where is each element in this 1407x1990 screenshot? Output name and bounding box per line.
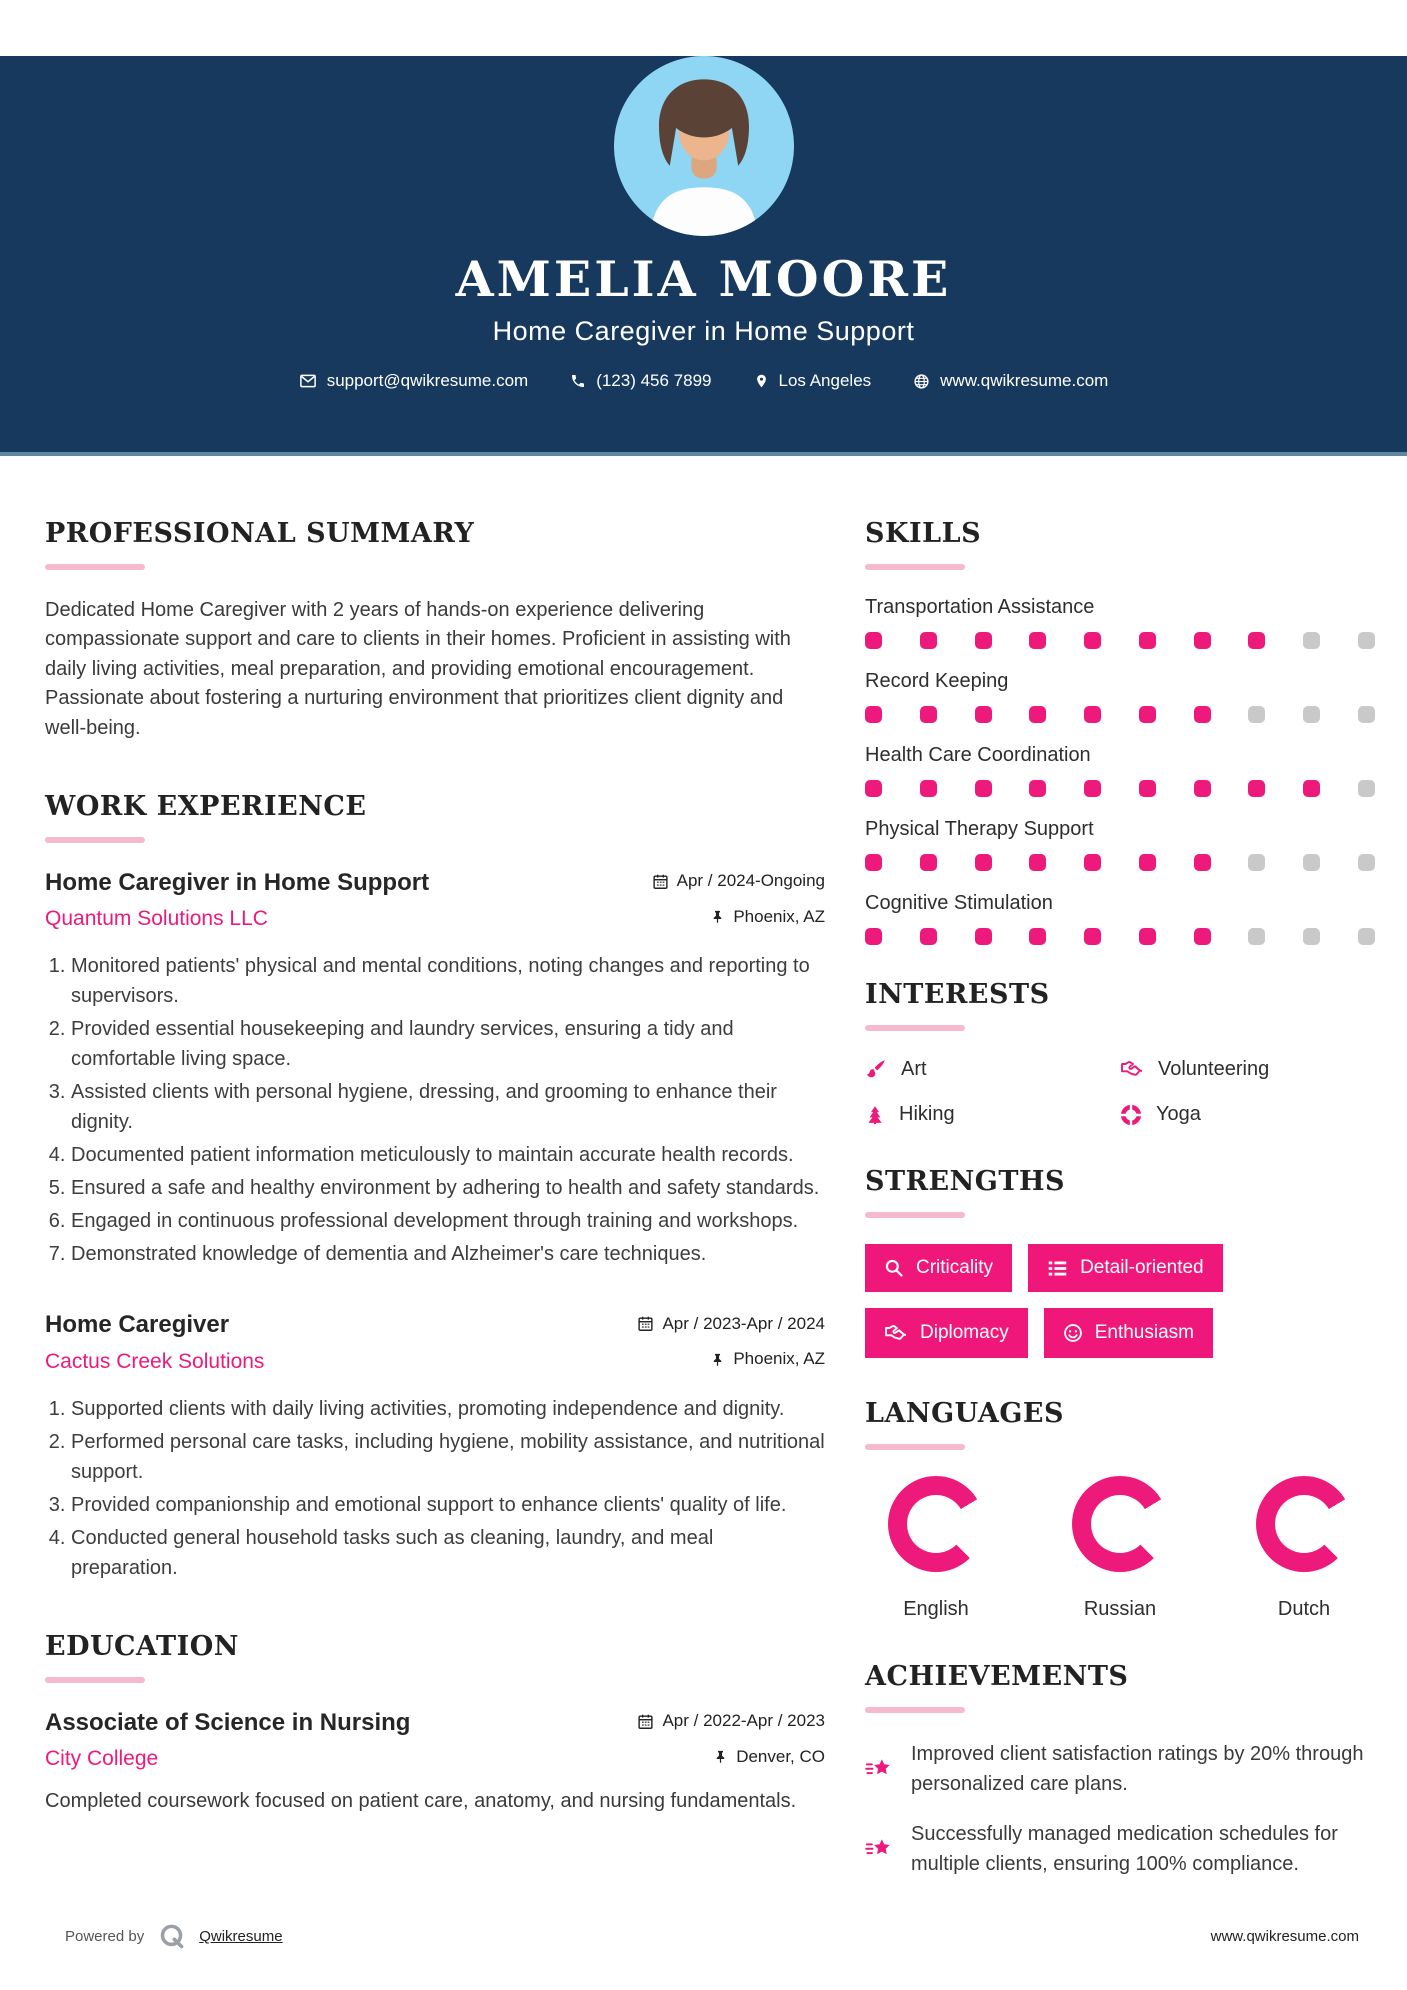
contact-text: Los Angeles (778, 371, 872, 390)
heading-underline (865, 1212, 965, 1218)
footer-website: www.qwikresume.com (1210, 1928, 1359, 1945)
heading-underline (865, 564, 965, 570)
language-level-ring (888, 1476, 984, 1572)
job-location: Phoenix, AZ (710, 1349, 825, 1369)
skill-row (865, 892, 1375, 945)
strength-badge (865, 1308, 1028, 1358)
smiley-icon (1063, 1323, 1083, 1343)
skill-dot (975, 780, 992, 797)
section-interests (865, 979, 1375, 1126)
achievements-list (865, 1739, 1375, 1879)
handshake-icon (1120, 1057, 1144, 1081)
interest-item (1120, 1057, 1375, 1081)
skill-row (865, 596, 1375, 649)
strength-badge (1044, 1308, 1213, 1358)
calendar-icon (637, 1315, 654, 1332)
section-professional-summary (45, 518, 825, 743)
section-heading: INTERESTS (865, 979, 1050, 1010)
lifebuoy-icon (1120, 1104, 1142, 1126)
footer (0, 1923, 1407, 1950)
skill-dot (1084, 780, 1101, 797)
right-column (865, 518, 1375, 1927)
contact-item[interactable] (913, 371, 1108, 391)
skill-dot (920, 854, 937, 871)
powered-by-label: Powered by (65, 1928, 145, 1945)
pushpin-icon (710, 908, 725, 925)
skill-dot (1358, 632, 1375, 649)
skill-dot (1139, 780, 1156, 797)
degree-title: Associate of Science in Nursing (45, 1708, 411, 1736)
skill-dot (1139, 632, 1156, 649)
achievement-text: Improved client satisfaction ratings by 20% through personalized care plans. (911, 1743, 1364, 1795)
interest-item (865, 1057, 1120, 1081)
heading-underline (45, 1677, 145, 1683)
company-name: Quantum Solutions LLC (45, 907, 268, 931)
skill-dot (865, 854, 882, 871)
skill-dot (920, 780, 937, 797)
skill-dot (1248, 632, 1265, 649)
job-location: Phoenix, AZ (710, 907, 825, 927)
skill-dot (1358, 854, 1375, 871)
section-heading: ACHIEVEMENTS (865, 1661, 1129, 1692)
skill-name: Health Care Coordination (865, 744, 1091, 766)
skill-dot (920, 706, 937, 723)
job-title: Home Caregiver (45, 1311, 230, 1339)
summary-text: Dedicated Home Caregiver with 2 years of hands-on experience delivering compassionate support and care to clients in their homes. Proficient in assisting with daily living activities, meal preparation, and providing emotional encouragement. Passionate about fostering a nurturing environment that prioritizes client dignity and well-being. (45, 599, 791, 739)
education-description: Completed coursework focused on patient care, anatomy, and nursing fundamentals. (45, 1790, 797, 1813)
interests-grid (865, 1057, 1375, 1126)
skill-dot (1029, 928, 1046, 945)
heading-underline (865, 1444, 965, 1450)
skill-dot (920, 928, 937, 945)
job-bullet: 1. Monitored patients' physical and mental conditions, noting changes and reporting to supervisors. (71, 951, 825, 1011)
education-entry (45, 1709, 825, 1817)
skill-dot (1358, 780, 1375, 797)
calendar-icon (637, 1713, 654, 1730)
contact-item (754, 371, 872, 391)
job-bullet: 4. Conducted general household tasks such as cleaning, laundry, and meal preparation. (71, 1523, 825, 1583)
heading-underline (45, 564, 145, 570)
envelope-icon (299, 372, 317, 390)
language-level-ring (1256, 1476, 1352, 1572)
skill-dot (1194, 854, 1211, 871)
skill-dot (1139, 706, 1156, 723)
skill-dot (1194, 928, 1211, 945)
pushpin-icon (710, 1351, 725, 1368)
skill-dot (865, 780, 882, 797)
achievement-item (865, 1739, 1375, 1799)
job-bullets (45, 951, 825, 1269)
handshake-icon (884, 1321, 908, 1345)
pine-tree-icon (865, 1104, 885, 1126)
school-name: City College (45, 1747, 159, 1771)
strengths-list (865, 1244, 1375, 1358)
interest-label: Volunteering (1158, 1057, 1270, 1080)
skill-dot (1084, 928, 1101, 945)
job-bullet: 6. Engaged in continuous professional development through training and workshops. (71, 1206, 825, 1236)
section-achievements (865, 1661, 1375, 1879)
section-heading: STRENGTHS (865, 1166, 1065, 1197)
main-content (0, 456, 1407, 1927)
skill-rating (865, 780, 1375, 797)
job-bullet: 2. Provided essential housekeeping and laundry services, ensuring a tidy and comfortable living space. (71, 1014, 825, 1074)
contact-text: support@qwikresume.com (326, 371, 529, 390)
skill-dot (1358, 706, 1375, 723)
shooting-star-icon (865, 1821, 895, 1879)
job-bullet: 5. Ensured a safe and healthy environment by adhering to health and safety standards. (71, 1173, 825, 1203)
skill-dot (1358, 928, 1375, 945)
contact-item (570, 371, 711, 391)
skill-rating (865, 928, 1375, 945)
strength-label: Diplomacy (920, 1322, 1009, 1343)
skill-dot (1248, 706, 1265, 723)
heading-underline (865, 1025, 965, 1031)
interest-item (1120, 1103, 1375, 1126)
section-heading: SKILLS (865, 518, 982, 549)
company-name: Cactus Creek Solutions (45, 1349, 265, 1373)
skill-dot (1084, 706, 1101, 723)
skill-dot (1139, 928, 1156, 945)
globe-icon (913, 373, 930, 390)
magnifier-icon (884, 1258, 904, 1278)
job-date: Apr / 2024-Ongoing (652, 871, 825, 891)
section-strengths (865, 1166, 1375, 1358)
header (0, 56, 1407, 456)
language-level-ring (1072, 1476, 1168, 1572)
strength-badge (1028, 1244, 1223, 1292)
job-title: Home Caregiver in Home Support (45, 868, 430, 896)
location-pin-icon (754, 372, 769, 390)
job-date: Apr / 2023-Apr / 2024 (637, 1314, 825, 1334)
qwikresume-logo-icon (158, 1923, 185, 1950)
skill-dot (1303, 854, 1320, 871)
achievement-item (865, 1819, 1375, 1879)
pushpin-icon (713, 1748, 728, 1765)
skill-dot (1029, 780, 1046, 797)
skill-dot (975, 632, 992, 649)
person-title: Home Caregiver in Home Support (492, 316, 915, 346)
job-list (45, 869, 825, 1583)
skill-dot (1029, 854, 1046, 871)
education-location: Denver, CO (713, 1747, 825, 1767)
job-bullet: 7. Demonstrated knowledge of dementia and Alzheimer's care techniques. (71, 1239, 825, 1269)
heading-underline (865, 1707, 965, 1713)
skill-dot (865, 706, 882, 723)
skill-dot (1084, 854, 1101, 871)
skill-row (865, 744, 1375, 797)
skill-dot (1029, 632, 1046, 649)
qwikresume-link[interactable]: Qwikresume (199, 1928, 283, 1945)
skill-dot (975, 928, 992, 945)
language-label: Russian (1083, 1598, 1157, 1620)
interest-label: Yoga (1156, 1103, 1201, 1125)
section-heading: LANGUAGES (865, 1398, 1064, 1429)
skill-dot (1194, 632, 1211, 649)
paintbrush-icon (865, 1058, 887, 1080)
skill-dot (1248, 780, 1265, 797)
languages-row (865, 1476, 1375, 1621)
skill-dot (1303, 928, 1320, 945)
calendar-icon (652, 873, 669, 890)
language-item (1049, 1476, 1191, 1621)
interest-label: Art (901, 1057, 927, 1080)
strength-label: Criticality (916, 1257, 994, 1278)
skill-dot (1248, 854, 1265, 871)
section-heading: PROFESSIONAL SUMMARY (45, 518, 475, 549)
profile-photo (614, 56, 794, 236)
section-heading: WORK EXPERIENCE (45, 790, 367, 822)
interest-label: Hiking (899, 1103, 955, 1125)
skill-rating (865, 632, 1375, 649)
strength-label: Enthusiasm (1094, 1322, 1194, 1343)
contact-text: www.qwikresume.com (940, 371, 1109, 390)
skill-dot (975, 854, 992, 871)
shooting-star-icon (865, 1741, 895, 1799)
skill-dot (1303, 780, 1320, 797)
skill-dot (865, 928, 882, 945)
heading-underline (45, 837, 145, 843)
job-bullet: 4. Documented patient information meticulously to maintain accurate health records. (71, 1140, 825, 1170)
skill-dot (1194, 706, 1211, 723)
language-label: Dutch (1277, 1598, 1331, 1620)
contact-item[interactable] (299, 371, 529, 391)
person-name: AMELIA MOORE (455, 250, 952, 308)
skill-rating (865, 706, 1375, 723)
strength-badge (865, 1244, 1012, 1292)
language-label: English (903, 1598, 969, 1620)
phone-icon (570, 373, 586, 389)
contact-text: (123) 456 7899 (596, 371, 712, 390)
left-column (45, 518, 825, 1927)
skill-dot (1029, 706, 1046, 723)
interest-item (865, 1103, 1120, 1126)
skill-name: Transportation Assistance (865, 596, 1095, 618)
skill-name: Record Keeping (865, 670, 1009, 692)
skill-dot (865, 632, 882, 649)
language-item (865, 1476, 1007, 1621)
job-entry (45, 869, 825, 1270)
strength-label: Detail-oriented (1080, 1257, 1204, 1278)
skill-dot (920, 632, 937, 649)
skill-dot (1194, 780, 1211, 797)
section-skills (865, 518, 1375, 945)
skill-dot (1084, 632, 1101, 649)
skill-dot (1139, 854, 1156, 871)
section-heading: EDUCATION (45, 1630, 239, 1662)
list-icon (1047, 1258, 1068, 1279)
skill-dot (1303, 706, 1320, 723)
job-bullet: 3. Provided companionship and emotional support to enhance clients' quality of life. (71, 1490, 825, 1520)
job-bullets (45, 1394, 825, 1583)
skill-dot (1303, 632, 1320, 649)
skill-name: Physical Therapy Support (865, 818, 1094, 840)
skills-list (865, 596, 1375, 945)
section-work-experience (45, 791, 825, 1583)
contact-row (0, 371, 1407, 391)
education-date: Apr / 2022-Apr / 2023 (637, 1711, 825, 1731)
skill-row (865, 670, 1375, 723)
skill-rating (865, 854, 1375, 871)
job-bullet: 1. Supported clients with daily living activities, promoting independence and dignity. (71, 1394, 825, 1424)
language-item (1233, 1476, 1375, 1621)
job-bullet: 3. Assisted clients with personal hygiene, dressing, and grooming to enhance their dignity. (71, 1077, 825, 1137)
job-bullet: 2. Performed personal care tasks, including hygiene, mobility assistance, and nutritional support. (71, 1427, 825, 1487)
skill-name: Cognitive Stimulation (865, 892, 1053, 914)
section-languages (865, 1398, 1375, 1621)
skill-dot (1248, 928, 1265, 945)
section-education (45, 1631, 825, 1817)
skill-dot (975, 706, 992, 723)
skill-row (865, 818, 1375, 871)
job-entry (45, 1311, 825, 1583)
achievement-text: Successfully managed medication schedules for multiple clients, ensuring 100% compliance. (911, 1823, 1338, 1875)
